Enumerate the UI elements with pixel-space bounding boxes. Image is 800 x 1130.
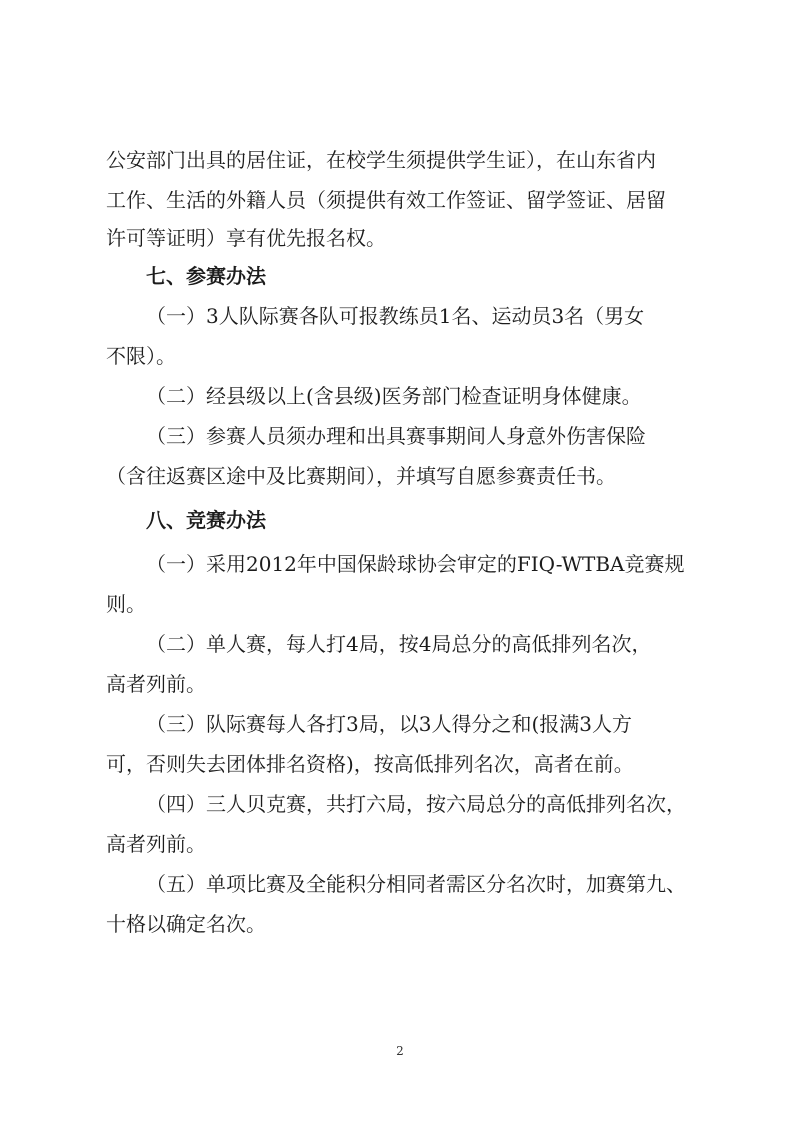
paragraph-line: 则。 <box>106 592 146 616</box>
section-heading-7: 七、参赛办法 <box>146 264 266 288</box>
paragraph-line: 十格以确定名次。 <box>106 912 266 936</box>
paragraph-line: 许可等证明）享有优先报名权。 <box>106 226 386 250</box>
paragraph-line: （五）单项比赛及全能积分相同者需区分名次时，加赛第九、 <box>146 872 686 896</box>
paragraph-line: （三）队际赛每人各打3局，以3人得分之和(报满3人方 <box>146 712 632 736</box>
paragraph-line: （二）经县级以上(含县级)医务部门检查证明身体健康。 <box>146 384 642 408</box>
paragraph-line: 可，否则失去团体排名资格)，按高低排列名次，高者在前。 <box>106 752 634 776</box>
paragraph-line: （三）参赛人员须办理和出具赛事期间人身意外伤害保险 <box>146 424 646 448</box>
section-heading-8: 八、竞赛办法 <box>146 508 266 532</box>
paragraph-line: （一）3人队际赛各队可报教练员1名、运动员3名（男女 <box>146 304 645 328</box>
paragraph-line: 公安部门出具的居住证，在校学生须提供学生证），在山东省内 <box>106 148 656 172</box>
paragraph-line: 高者列前。 <box>106 672 206 696</box>
paragraph-line: （含往返赛区途中及比赛期间），并填写自愿参赛责任书。 <box>106 464 616 488</box>
paragraph-line: （一）采用2012年中国保龄球协会审定的FIQ-WTBA竞赛规 <box>146 552 685 576</box>
paragraph-line: 工作、生活的外籍人员（须提供有效工作签证、留学签证、居留 <box>106 188 666 212</box>
paragraph-line: 不限）。 <box>106 344 176 368</box>
page-number: 2 <box>396 1044 404 1058</box>
paragraph-line: 高者列前。 <box>106 832 206 856</box>
paragraph-line: （四）三人贝克赛，共打六局，按六局总分的高低排列名次， <box>146 792 686 816</box>
paragraph-line: （二）单人赛，每人打4局，按4局总分的高低排列名次， <box>146 632 652 656</box>
